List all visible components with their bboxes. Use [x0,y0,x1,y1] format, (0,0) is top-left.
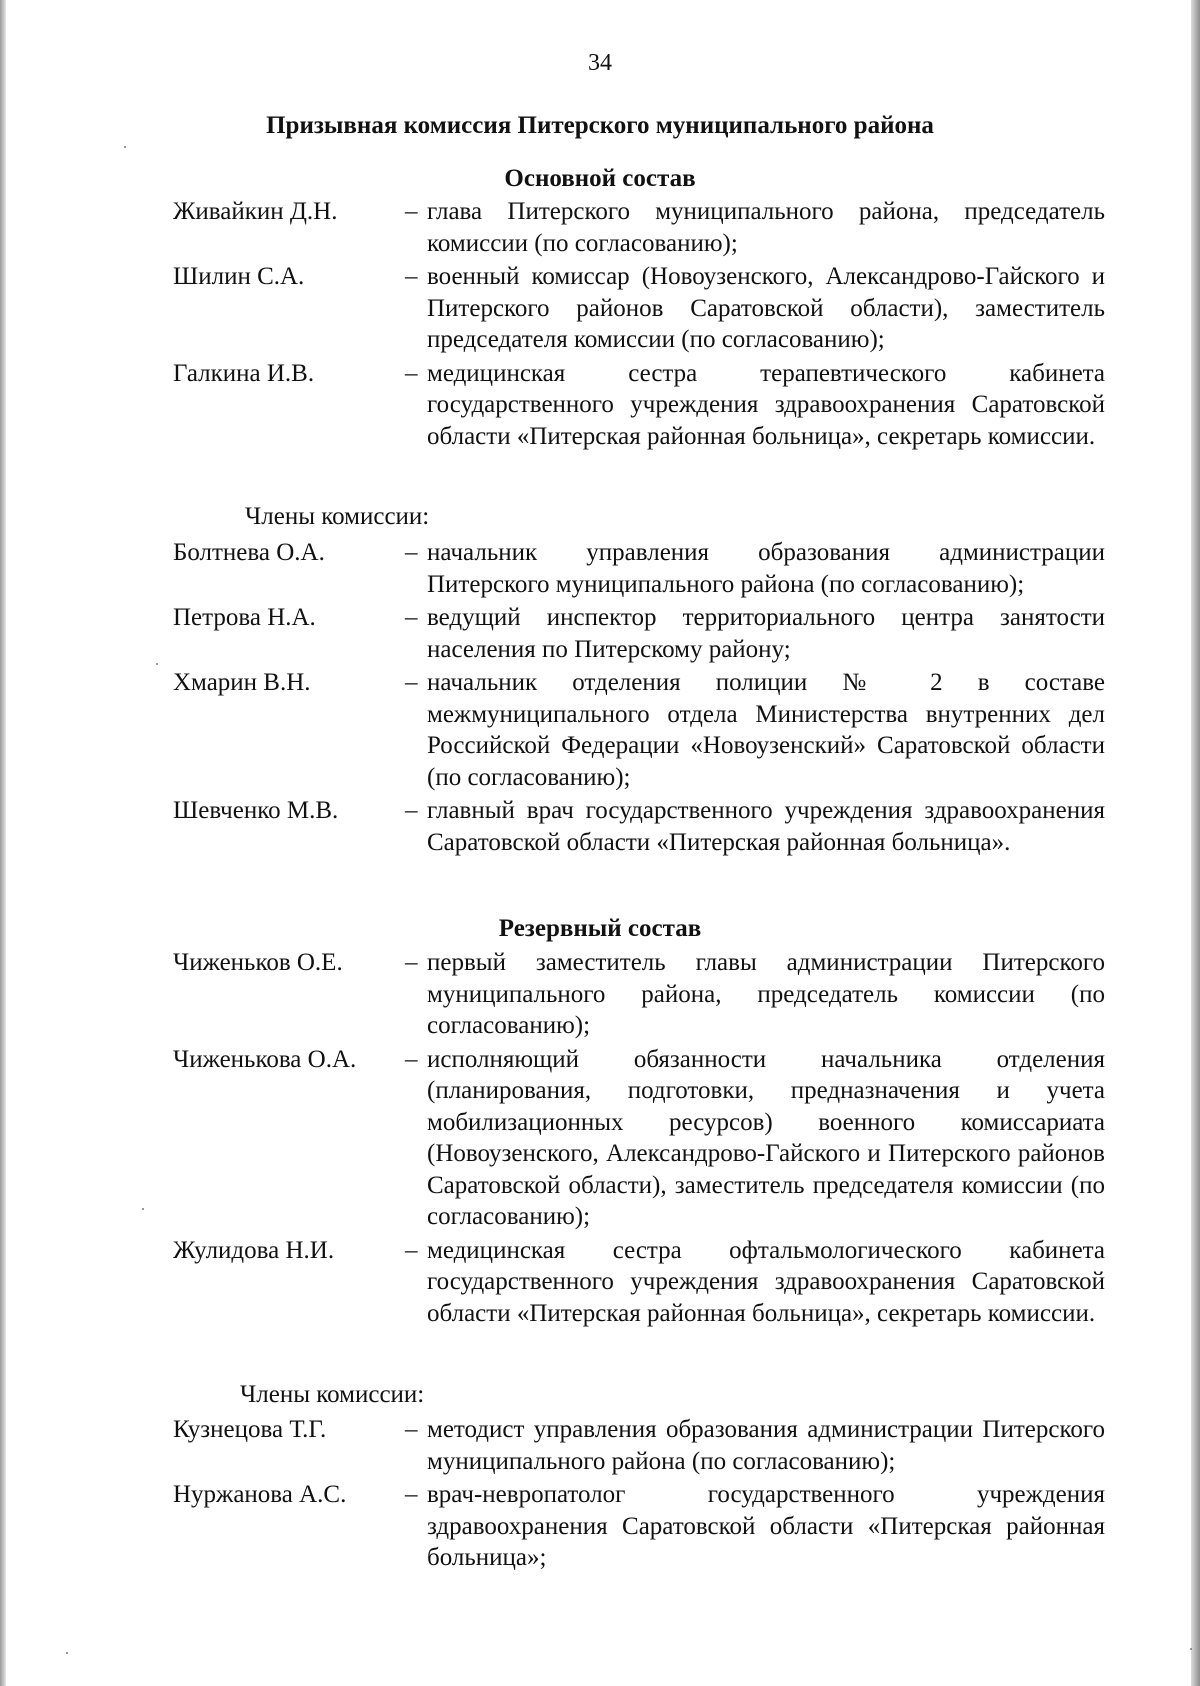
members-label: Члены комиссии: [245,503,430,530]
members-label: Члены комиссии: [240,1381,425,1408]
member-name: Чиженькова О.А. [173,1045,357,1073]
reserve-leaders-list [173,947,1105,1329]
main-members-list [173,537,1105,858]
scan-speck [1190,1648,1192,1650]
list-item: Нуржанова А.С. – врач-невропатолог государственного учреждения здравоохранения Саратовской области «Питерская районная больница»; [173,1479,1105,1574]
list-item: Жулидова Н.И. – медицинская сестра офтальмологического кабинета государственного учреждения здравоохранения Саратовской области «Питерская районная больница», секретарь комиссии. [173,1235,1105,1330]
member-name: Хмарин В.Н. [173,669,311,696]
scan-edge-left [0,0,6,1686]
member-role: методист управления образования администрации Питерского муниципального района (по согласованию); [427,1416,1105,1475]
list-item: Чиженькова О.А. – исполняющий обязанности начальника отделения (планирования, подготовки, предназначения и учета мобилизационных ресурсов) военного комиссариата (Новоузенского, Александрово-Гайского и Питерского районов Саратовской области), заместитель председателя комиссии (по согласованию); [173,1044,1105,1233]
member-name: Болтнева О.А. [173,539,325,566]
list-item: Петрова Н.А. – ведущий инспектор территориального центра занятости населения по Питерскому району; [173,602,1105,665]
member-role: первый заместитель главы администрации Питерского муниципального района, председатель комиссии (по согласованию); [427,949,1105,1039]
member-name: Шилин С.А. [173,263,305,290]
member-role: медицинская сестра офтальмологического кабинета государственного учреждения здравоохранения Саратовской области «Питерская районная больница», секретарь комиссии. [427,1236,1105,1327]
member-name: Кузнецова Т.Г. [173,1416,327,1443]
list-item: Хмарин В.Н. – начальник отделения полиции № 2 в составе межмуниципального отдела Министерства внутренних дел Российской Федерации «Новоузенский» Саратовской области (по согласованию); [173,667,1105,793]
member-name: Галкина И.В. [173,359,315,387]
document-title: Призывная комиссия Питерского муниципального района [266,112,934,139]
member-role: военный комиссар (Новоузенского, Александрово-Гайского и Питерского районов Саратовской области), заместитель председателя комиссии (по согласованию); [427,263,1105,353]
list-item: Болтнева О.А. – начальник управления образования администрации Питерского муниципального района (по согласованию); [173,537,1105,600]
member-role: главный врач государственного учреждения здравоохранения Саратовской области «Питерская районная больница». [427,797,1105,856]
list-item: Галкина И.В. – медицинская сестра терапевтического кабинета государственного учреждения здравоохранения Саратовской области «Питерская районная больница», секретарь комиссии. [173,358,1105,453]
main-leaders-list [173,196,1105,452]
reserve-composition-heading: Резервный состав [498,915,702,942]
scan-speck [142,1208,144,1210]
scan-speck [156,663,158,665]
member-name: Живайкин Д.Н. [173,198,338,225]
reserve-members-list [173,1414,1105,1574]
scan-speck [66,1652,68,1654]
member-name: Петрова Н.А. [173,604,316,631]
member-role: глава Питерского муниципального района, председатель комиссии (по согласованию); [427,198,1105,257]
member-name: Нуржанова А.С. [173,1481,347,1508]
list-item: Шевченко М.В. – главный врач государственного учреждения здравоохранения Саратовской области «Питерская районная больница». [173,795,1105,858]
main-composition-heading: Основной состав [504,165,696,192]
page-number: 34 [588,50,612,76]
list-item: Чиженьков О.Е. – первый заместитель главы администрации Питерского муниципального района, председатель комиссии (по согласованию); [173,947,1105,1042]
list-item: Шилин С.А. – военный комиссар (Новоузенского, Александрово-Гайского и Питерского районов Саратовской области), заместитель председателя комиссии (по согласованию); [173,261,1105,356]
member-role: врач-невропатолог государственного учреждения здравоохранения Саратовской области «Питерская районная больница»; [427,1481,1105,1571]
member-name: Жулидова Н.И. [173,1236,335,1264]
list-item: Кузнецова Т.Г. – методист управления образования администрации Питерского муниципального района (по согласованию); [173,1414,1105,1477]
member-name: Шевченко М.В. [173,797,339,824]
member-role: медицинская сестра терапевтического кабинета государственного учреждения здравоохранения Саратовской области «Питерская районная больница», секретарь комиссии. [427,359,1105,450]
scan-edge-right [1191,0,1200,1686]
member-role: начальник управления образования администрации Питерского муниципального района (по согласованию); [427,539,1105,598]
scan-speck [124,146,126,148]
member-role: начальник отделения полиции № 2 в составе межмуниципального отдела Министерства внутренних дел Российской Федерации «Новоузенский» Саратовской области (по согласованию); [427,669,1105,791]
list-item: Живайкин Д.Н. – глава Питерского муниципального района, председатель комиссии (по согласованию); [173,196,1105,259]
member-name: Чиженьков О.Е. [173,949,343,976]
member-role: ведущий инспектор территориального центра занятости населения по Питерскому району; [427,604,1105,663]
member-role: исполняющий обязанности начальника отделения (планирования, подготовки, предназначения и учета мобилизационных ресурсов) военного комиссариата (Новоузенского, Александрово-Гайского и Питерского районов Саратовской области), заместитель председателя комиссии (по согласованию); [427,1045,1105,1230]
